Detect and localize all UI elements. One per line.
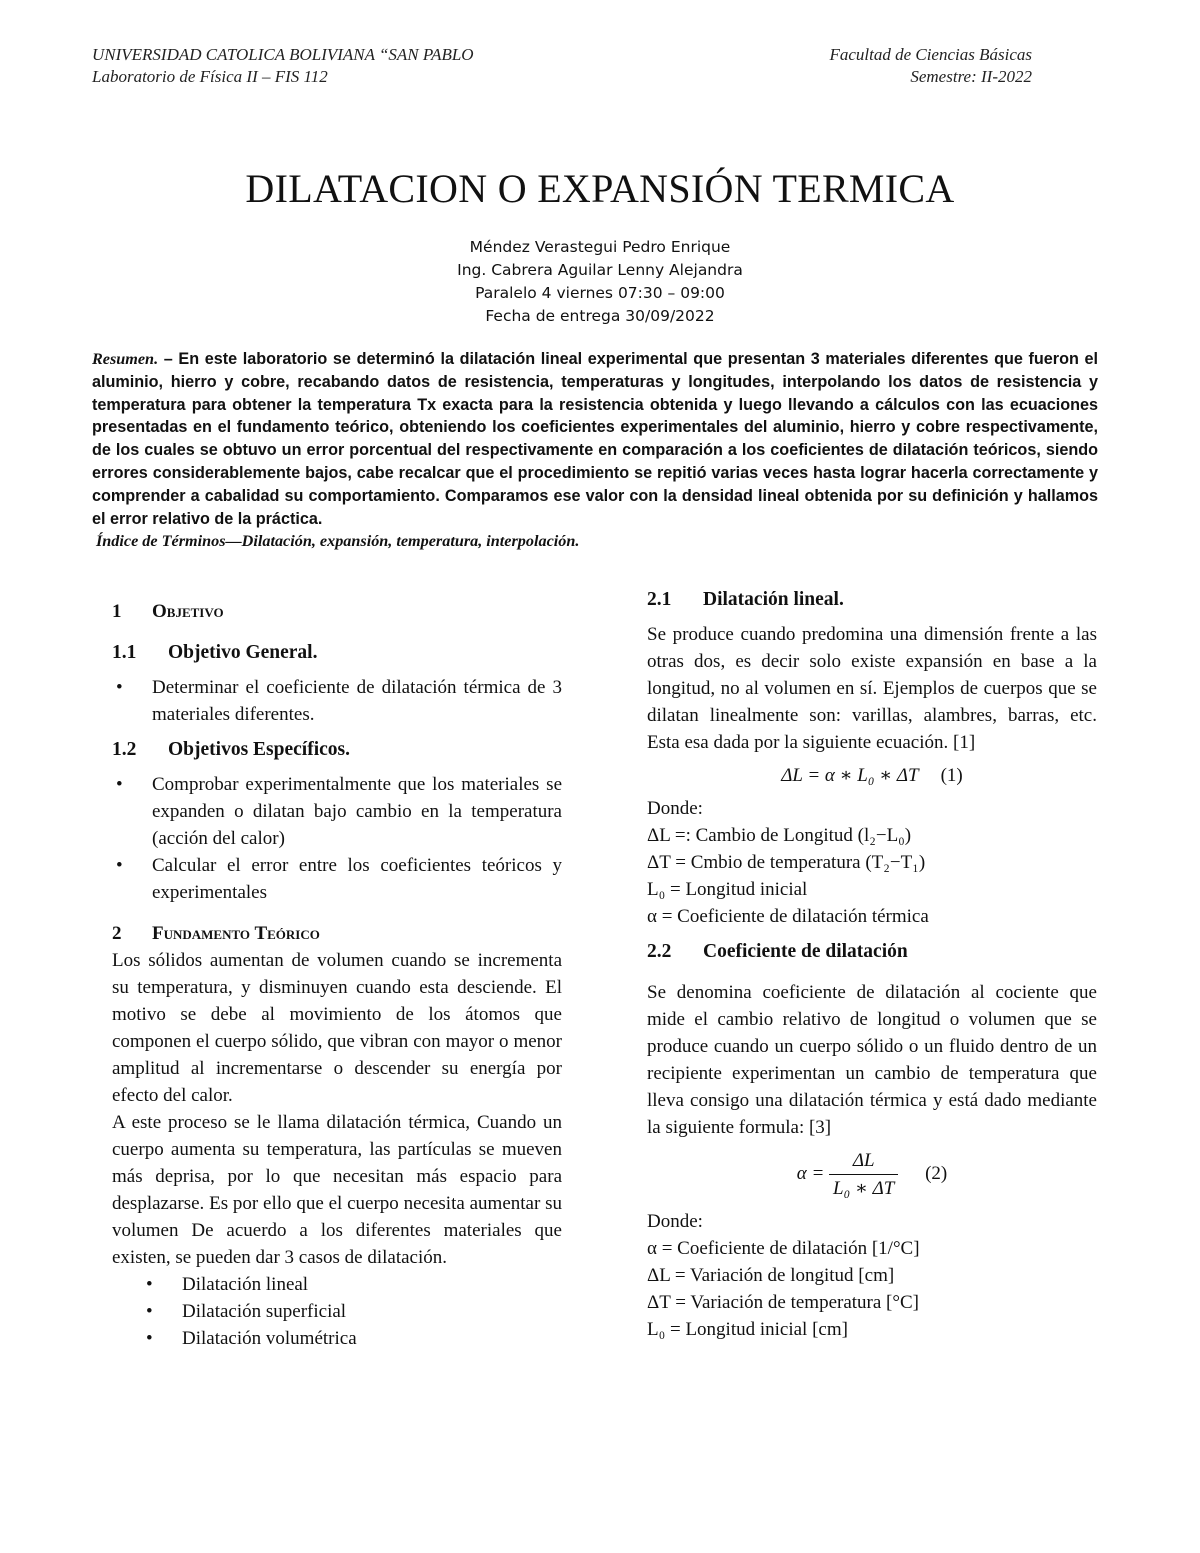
- section-number: 2.1: [647, 589, 672, 610]
- list-item: • Determinar el coeficiente de dilatación térmica de 3 materiales diferentes.: [112, 674, 562, 728]
- denominator: L₀ ∗ ΔT: [833, 1178, 895, 1199]
- specific-objectives-list: [112, 771, 562, 906]
- semester: Semestre: II-2022: [910, 67, 1032, 86]
- section-title: Objetivos Específicos.: [168, 739, 350, 760]
- index-terms: Índice de Términos—Dilatación, expansión, temperatura, interpolación.: [96, 532, 580, 550]
- section-number: 2: [112, 923, 122, 944]
- list-item: • Dilatación superficial: [112, 1298, 562, 1325]
- definition-item: L₀ = Longitud inicial [cm]: [647, 1319, 848, 1340]
- section-2-1-heading: [647, 586, 1097, 613]
- author-name: Méndez Verastegui Pedro Enrique: [469, 238, 731, 256]
- section-1-2-heading: [112, 736, 562, 763]
- section-title: Fundamento Teórico: [152, 923, 320, 944]
- abstract-text: – En este laboratorio se determinó la dilatación lineal experimental que presentan 3 materiales diferentes que fueron el aluminio, hierro y cobre, recabando datos de resistencia, temperaturas y longitudes, interpolando los datos de resistencia y temperatura para obtener la temperatura Tx exacta para la resistencia obtenida y luego llevando a cálculos con las ecuaciones presentadas en el fundamento teórico, obteniendo los coeficientes experimentales del aluminio, hierro y cobre respectivamente, de los cuales se obtuvo un error porcentual del respectivamente en comparación a los coeficientes de dilatación teóricos, siendo errores considerablemente bajos, cabe recalcar que el procedimiento se repitió varias veces hasta lograr hacerla correctamente y comprender a cabalidad su comportamiento. Comparamos ese valor con la densidad lineal obtenida por su definición y hallamos el error relativo de la práctica.: [92, 350, 1098, 528]
- instructor-name: Ing. Cabrera Aguilar Lenny Alejandra: [457, 261, 743, 279]
- section-1-heading: [112, 598, 562, 625]
- section-2-2-heading: [647, 938, 1097, 965]
- section-number: 2.2: [647, 941, 672, 962]
- equation-number: (2): [925, 1162, 948, 1184]
- section-title: Coeficiente de dilatación: [703, 941, 908, 962]
- section-title: Dilatación lineal.: [703, 589, 844, 610]
- section-number: 1.2: [112, 739, 137, 760]
- section-title: Objetivo General.: [168, 642, 318, 663]
- left-column: [112, 598, 562, 1352]
- equation-2: [647, 1147, 1097, 1202]
- fraction: [829, 1147, 898, 1202]
- author-block: [0, 236, 1200, 328]
- section-2-heading: [112, 920, 562, 947]
- list-item: • Dilatación lineal: [112, 1271, 562, 1298]
- course-name: Laboratorio de Física II – FIS 112: [92, 67, 328, 86]
- where-label: Donde:: [647, 1211, 703, 1232]
- definition-item: ΔT = Cmbio de temperatura (T₂−T₁): [647, 852, 926, 873]
- header-left: [92, 44, 474, 88]
- section-title: Objetivo: [152, 601, 224, 622]
- general-objective-list: [112, 674, 562, 728]
- paragraph: Los sólidos aumentan de volumen cuando se incrementa su temperatura, y disminuyen cuando esta desciende. El motivo se debe al movimiento de los átomos que componen el cuerpo sólido, que vibran con mayor o menor amplitud al incrementarse o descender su energía por efecto del calor.: [112, 950, 562, 1106]
- section-number: 1.1: [112, 642, 137, 663]
- right-column: [647, 586, 1097, 1343]
- paragraph: A este proceso se le llama dilatación térmica, Cuando un cuerpo aumenta su temperatura, las partículas se mueven más deprisa, por lo que necesitan más espacio para desplazarse. Es por ello que el cuerpo necesita aumentar su volumen De acuerdo a los diferentes materiales que existen, se pueden dar 3 casos de dilatación.: [112, 1112, 562, 1268]
- list-item: • Calcular el error entre los coeficientes teóricos y experimentales: [112, 852, 562, 906]
- header-right: [829, 44, 1032, 88]
- definition-item: α = Coeficiente de dilatación térmica: [647, 906, 929, 927]
- equation-1: [647, 762, 1097, 789]
- paragraph: Se produce cuando predomina una dimensión frente a las otras dos, es decir solo existe expansión en base a la longitud, no al volumen en sí. Ejemplos de cuerpos que se dilatan linealmente son: varillas, alambres, barras, etc. Esta esa dada por la siguiente ecuación. [1]: [647, 624, 1097, 753]
- section-1-1-heading: [112, 639, 562, 666]
- equation-lhs: α =: [796, 1162, 825, 1184]
- list-item: • Comprobar experimentalmente que los materiales se expanden o dilatan bajo cambio en la temperatura (acción del calor): [112, 771, 562, 852]
- definition-item: ΔT = Variación de temperatura [°C]: [647, 1292, 919, 1313]
- due-date: Fecha de entrega 30/09/2022: [485, 307, 715, 325]
- dilation-types-list: [112, 1271, 562, 1352]
- definition-item: α = Coeficiente de dilatación [1/°C]: [647, 1238, 920, 1259]
- abstract-lead: Resumen.: [92, 350, 159, 368]
- abstract: [92, 348, 1098, 530]
- equation-number: (1): [940, 765, 963, 786]
- definition-item: ΔL = Variación de longitud [cm]: [647, 1265, 895, 1286]
- definition-item: L₀ = Longitud inicial: [647, 879, 808, 900]
- numerator: ΔL: [829, 1147, 898, 1175]
- section-number: 1: [112, 601, 122, 622]
- university-name: UNIVERSIDAD CATOLICA BOLIVIANA “SAN PABLO: [92, 45, 474, 64]
- where-label: Donde:: [647, 798, 703, 819]
- paper-title: DILATACION O EXPANSIÓN TERMICA: [245, 166, 955, 211]
- equation-body: ΔL = α ∗ L₀ ∗ ΔT: [781, 765, 919, 786]
- list-item: • Dilatación volumétrica: [112, 1325, 562, 1352]
- faculty-name: Facultad de Ciencias Básicas: [829, 45, 1032, 64]
- section-schedule: Paralelo 4 viernes 07:30 – 09:00: [475, 284, 725, 302]
- definition-item: ΔL =: Cambio de Longitud (l₂−L₀): [647, 825, 912, 846]
- paragraph: Se denomina coeficiente de dilatación al cociente que mide el cambio relativo de longitud o volumen que se produce cuando un cuerpo sólido o un fluido dentro de un recipiente experimentan un cambio de temperatura que lleva consigo una dilatación térmica y está dado mediante la siguiente formula: [3]: [647, 982, 1097, 1138]
